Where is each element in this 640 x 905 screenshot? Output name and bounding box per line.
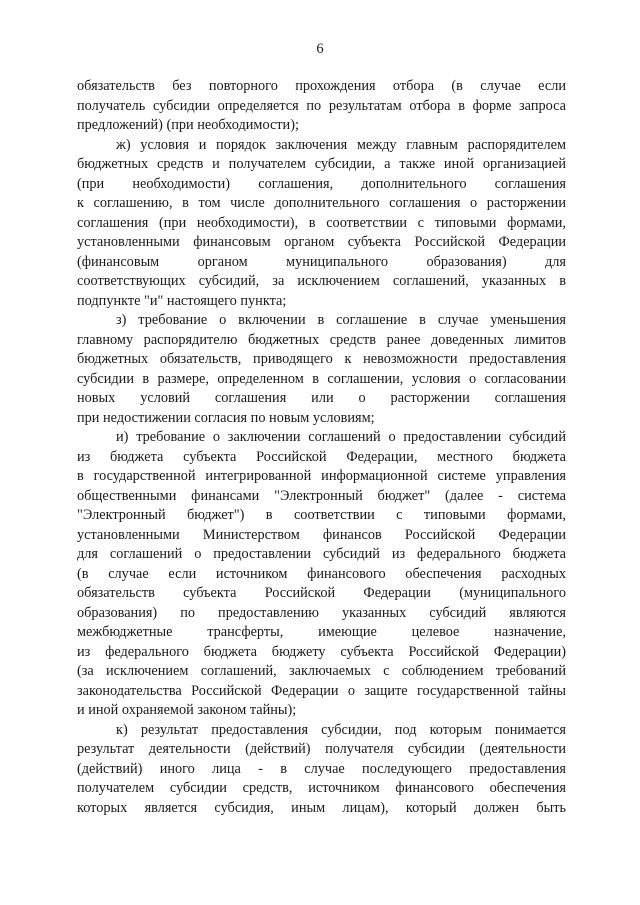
text-line: соглашения (при необходимости), в соответствии с типовыми формами, — [77, 214, 566, 231]
text-line: которых является субсидия, иным лицам), который должен быть — [77, 799, 566, 816]
text-line: установленными финансовым органом субъекта Российской Федерации — [77, 234, 566, 250]
text-line: результат деятельности (действий) получателя субсидии (деятельности — [77, 741, 566, 757]
text-line: новых условий соглашения или о расторжении соглашения — [77, 390, 566, 406]
text-line: в государственной интегрированной информационной системе управления — [77, 468, 566, 484]
text-line: и иной охраняемой законом тайны); — [77, 702, 297, 718]
text-line: к соглашению, в том числе дополнительного соглашения о расторжении — [77, 195, 566, 211]
text-line: бюджетных средств и получателем субсидии, а также иной организацией — [77, 156, 566, 172]
text-line: и) требование о заключении соглашений о предоставлении субсидий — [116, 429, 566, 445]
text-line: обязательств без повторного прохождения отбора (в случае если — [77, 78, 566, 94]
text-line: законодательства Российской Федерации о защите государственной тайны — [77, 682, 566, 699]
text-line: соответствующих субсидий, за исключением соглашений, указанных в — [77, 273, 566, 289]
text-line: к) результат предоставления субсидии, под которым понимается — [116, 721, 566, 738]
text-line: бюджетных обязательств, приводящего к невозможности предоставления — [77, 351, 566, 367]
document-body — [77, 77, 566, 818]
text-line: субсидии в размере, определенном в соглашении, условия о согласовании — [77, 370, 566, 387]
text-line: з) требование о включении в соглашение в случае уменьшения — [116, 312, 566, 328]
text-line: "Электронный бюджет") в соответствии с типовыми формами, — [77, 507, 566, 523]
text-line: установленными Министерством финансов Российской Федерации — [77, 526, 566, 543]
text-line: (в случае если источником финансового обеспечения расходных — [77, 565, 566, 582]
text-line: межбюджетные трансферты, имеющие целевое назначение, — [77, 624, 566, 640]
text-line: (финансовым органом муниципального образования) для — [77, 253, 566, 270]
text-line: для соглашений о предоставлении субсидий из федерального бюджета — [77, 546, 566, 562]
text-line: (за исключением соглашений, заключаемых с соблюдением требований — [77, 663, 566, 679]
text-line: предложений) (при необходимости); — [77, 117, 299, 133]
text-line: подпункте "и" настоящего пункта; — [77, 292, 287, 309]
text-line: (действий) иного лица - в случае последующего предоставления — [77, 760, 566, 777]
text-line: обязательств субъекта Российской Федерации (муниципального — [77, 585, 566, 601]
text-line: общественными финансами "Электронный бюджет" (далее - система — [77, 487, 566, 504]
text-line: из бюджета субъекта Российской Федерации, местного бюджета — [77, 448, 566, 465]
page-number: 6 — [316, 41, 324, 57]
text-line: (при необходимости) соглашения, дополнительного соглашения — [77, 175, 566, 192]
text-line: получателем субсидии средств, источником финансового обеспечения — [77, 780, 566, 796]
text-line: получатель субсидии определяется по результатам отбора в форме запроса — [77, 97, 566, 114]
text-line: образования) по предоставлению указанных субсидий являются — [77, 604, 566, 621]
text-line: ж) условия и порядок заключения между главным распорядителем — [116, 136, 566, 153]
text-line: главному распорядителю бюджетных средств ранее доведенных лимитов — [77, 331, 566, 348]
text-line: из федерального бюджета бюджету субъекта Российской Федерации) — [77, 643, 566, 660]
text-line: при недостижении согласия по новым условиям; — [77, 409, 375, 426]
